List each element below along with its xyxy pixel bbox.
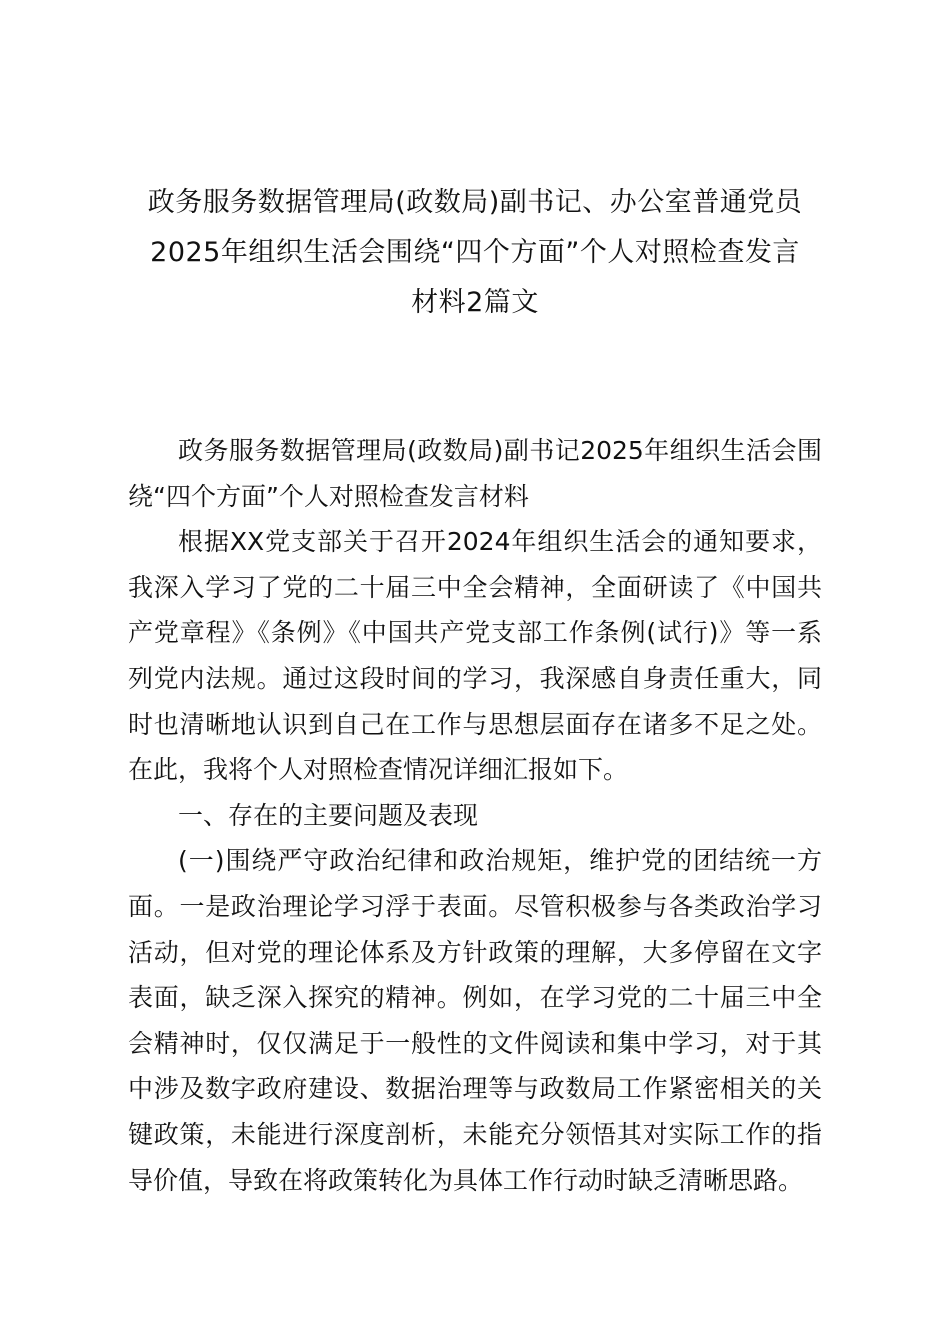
title-line-1: 政务服务数据管理局(政数局)副书记、办公室普通党员 bbox=[147, 187, 803, 218]
title-line-2: 2025年组织生活会围绕“四个方面”个人对照检查发言 bbox=[150, 237, 800, 268]
title-line-3: 材料2篇文 bbox=[411, 287, 539, 318]
intro-paragraph: 根据XX党支部关于召开2024年组织生活会的通知要求，我深入学习了党的二十届三中全会精神，全面研读了《中国共产党章程》《条例》《中国共产党支部工作条例(试行)》等一系列党内法规。通过这段时间的学习，我深感自身责任重大，同时也清晰地认识到自己在工作与思想层面存在诸多不足之处。在此，我将个人对照检查情况详细汇报如下。 bbox=[128, 527, 822, 785]
document-title bbox=[128, 178, 822, 328]
document-body bbox=[128, 428, 822, 1203]
chapter-heading: 一、存在的主要问题及表现 bbox=[178, 800, 479, 830]
section-heading: 政务服务数据管理局(政数局)副书记2025年组织生活会围绕“四个方面”个人对照检查发言材料 bbox=[128, 436, 822, 511]
body-paragraph: (一)围绕严守政治纪律和政治规矩，维护党的团结统一方面。一是政治理论学习浮于表面。尽管积极参与各类政治学习活动，但对党的理论体系及方针政策的理解，大多停留在文字表面，缺乏深入探究的精神。例如，在学习党的二十届三中全会精神时，仅仅满足于一般性的文件阅读和集中学习，对于其中涉及数字政府建设、数据治理等与政数局工作紧密相关的关键政策，未能进行深度剖析，未能充分领悟其对实际工作的指导价值，导致在将政策转化为具体工作行动时缺乏清晰思路。 bbox=[128, 846, 822, 1195]
